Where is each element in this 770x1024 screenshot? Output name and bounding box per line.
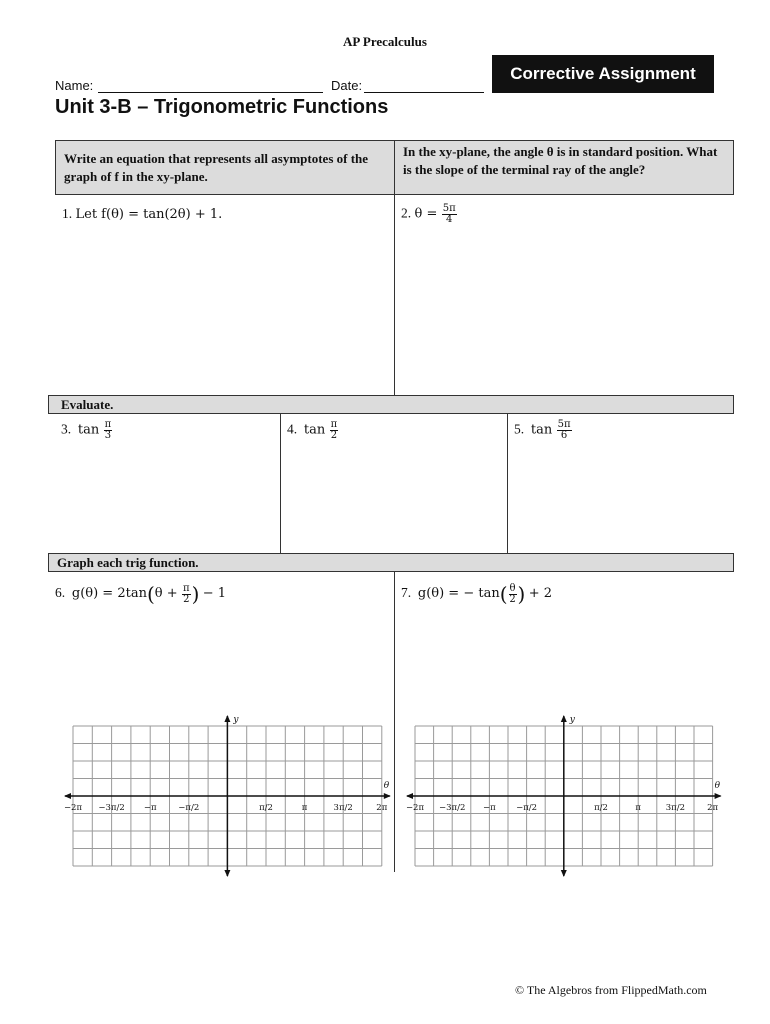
problem-2-lhs: θ =	[414, 206, 438, 222]
problem-3-denominator: 3	[104, 430, 112, 441]
graph-6-tick-label: −2π	[63, 803, 83, 813]
problem-6-number: 6.	[55, 585, 66, 601]
graph-6-tick-label: π/2	[259, 803, 273, 813]
graph-7-tick-label: −π	[483, 803, 496, 813]
problem-2-fraction	[442, 204, 457, 225]
graph-6-y-arrow-up	[224, 715, 230, 722]
section2-divider-2	[507, 414, 508, 553]
problem-1-number: 1.	[62, 206, 73, 221]
graph-7-x-arrow-left	[406, 793, 413, 799]
problem-7-numerator: θ	[509, 582, 516, 594]
graph-6-x-arrow-right	[384, 793, 391, 799]
graph-6-x-arrow-left	[64, 793, 71, 799]
problem-2-numerator: 5π	[442, 203, 456, 214]
section1-divider	[394, 195, 395, 395]
section2-divider-1	[280, 414, 281, 553]
problem-5-denominator: 6	[560, 430, 568, 441]
problem-3-func: tan	[77, 422, 100, 438]
graph-6-tick-label: −π/2	[178, 803, 200, 813]
graph-6-tick-label: π	[301, 803, 308, 813]
name-label: Name:	[55, 78, 94, 93]
problem-7-pre: g(θ) = − tan	[417, 586, 500, 602]
problem-7-number: 7.	[401, 585, 412, 601]
graph-header	[48, 553, 734, 572]
date-field-line[interactable]	[364, 92, 484, 93]
problem-7-denominator: 2	[509, 593, 516, 605]
problem-5-fraction	[557, 420, 572, 441]
problem-2-number: 2.	[401, 205, 412, 221]
problem-3-numerator: π	[104, 419, 112, 430]
problem-4-number: 4.	[287, 421, 298, 437]
evaluate-header-text: Evaluate.	[61, 397, 114, 412]
problem-6-rparen: )	[191, 582, 200, 606]
problem-5-func: tan	[530, 422, 553, 438]
problem-6-post: − 1	[202, 586, 227, 602]
graph-7-grid	[400, 710, 730, 875]
problem-6-numerator: π	[183, 582, 190, 594]
problem-1	[62, 206, 222, 222]
slope-instruction-box	[394, 140, 734, 195]
graph-7-tick-label: −π/2	[516, 803, 538, 813]
graph-7-y-arrow-down	[561, 870, 567, 877]
problem-5-number: 5.	[514, 421, 525, 437]
graph-6-y-arrow-down	[224, 870, 230, 877]
problem-7-post: + 2	[528, 586, 553, 602]
problem-4-func: tan	[303, 422, 326, 438]
problem-6-pre: g(θ) = 2tan	[71, 586, 147, 602]
evaluate-header	[48, 395, 734, 414]
graph-7-x-axis-label: θ	[714, 781, 721, 791]
corrective-assignment-badge: Corrective Assignment	[492, 55, 714, 93]
course-title: AP Precalculus	[343, 34, 427, 49]
problem-3-fraction	[104, 420, 113, 441]
graph-6-x-axis-label: θ	[383, 781, 390, 791]
graph-6-tick-label: −π	[143, 803, 157, 813]
problem-6-denominator: 2	[183, 593, 190, 605]
problem-4-fraction	[330, 420, 339, 441]
copyright: © The Algebros from FlippedMath.com	[515, 983, 707, 997]
problem-5-numerator: 5π	[557, 419, 571, 430]
graph-6-y-axis-label: y	[233, 715, 239, 725]
graph-7-y-axis-label: y	[569, 715, 575, 725]
problem-1-text: Let f(θ) = tan(2θ) + 1.	[75, 207, 223, 222]
graph-7-tick-label: 3π/2	[665, 803, 686, 813]
problem-5	[514, 420, 573, 441]
graph-header-text: Graph each trig function.	[57, 555, 199, 570]
problem-6	[55, 582, 226, 606]
asymptote-instruction: Write an equation that represents all asymptotes of the graph of f in the xy-plane.	[64, 151, 369, 184]
problem-3-number: 3.	[61, 421, 72, 437]
graph-7-tick-label: π	[635, 803, 641, 813]
graph-7-y-arrow-up	[561, 715, 567, 722]
problem-4-denominator: 2	[330, 430, 338, 441]
slope-instruction: In the xy-plane, the angle θ is in standard position. What is the slope of the terminal ray of the angle?	[403, 144, 718, 177]
problem-7-rparen: )	[517, 582, 526, 606]
unit-title: Unit 3-B – Trigonometric Functions	[55, 96, 389, 118]
graph-6-grid	[55, 710, 390, 875]
problem-4	[287, 420, 339, 441]
date-label: Date:	[331, 78, 363, 93]
problem-7-fraction	[509, 584, 517, 605]
problem-7-lparen: (	[499, 582, 508, 606]
graph-6-tick-label: −3π/2	[98, 803, 125, 813]
problem-6-inner: θ +	[154, 586, 178, 602]
graph-7-x-arrow-right	[715, 793, 722, 799]
problem-6-fraction	[182, 584, 191, 605]
problem-3	[61, 420, 113, 441]
asymptote-instruction-box	[55, 140, 395, 195]
problem-4-numerator: π	[330, 419, 338, 430]
section3-divider	[394, 572, 395, 872]
problem-2	[401, 204, 458, 225]
problem-7	[401, 582, 552, 606]
problem-2-denominator: 4	[446, 214, 453, 225]
graph-6-tick-label: 3π/2	[333, 803, 353, 813]
name-field-line[interactable]	[98, 92, 323, 93]
graph-6-tick-label: 2π	[376, 803, 388, 813]
graph-7-tick-label: π/2	[594, 803, 608, 813]
problem-6-lparen: (	[146, 582, 155, 606]
graph-7-tick-label: −2π	[405, 803, 425, 813]
graph-7-tick-label: −3π/2	[439, 803, 466, 813]
graph-7-tick-label: 2π	[707, 803, 719, 813]
